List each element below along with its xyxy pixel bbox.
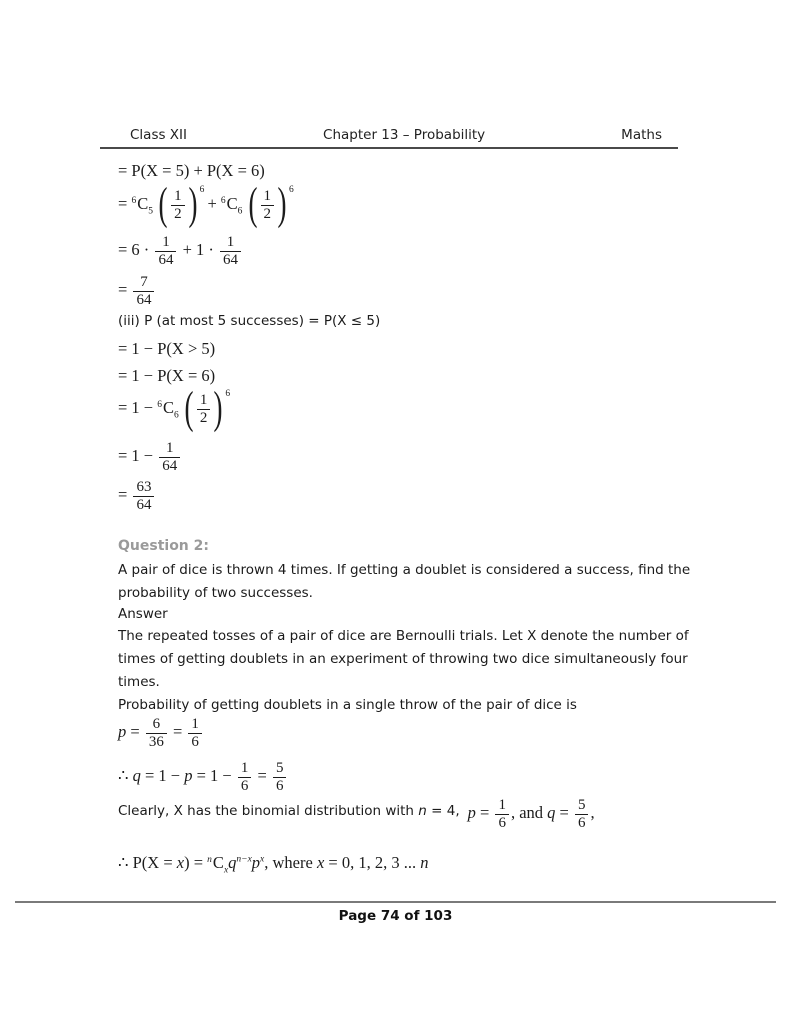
var-n: n — [418, 802, 427, 819]
plus-operator: + — [207, 194, 217, 214]
var-x: x — [316, 853, 325, 872]
fraction: $\frac{7}{64}$ — [133, 274, 154, 309]
paren-open: ( — [248, 179, 258, 230]
question2-text — [118, 559, 690, 605]
fraction: $\frac{1}{64}$ — [220, 234, 241, 269]
probability-line: Probability of getting doublets in a single throw of the pair of dice is — [118, 697, 577, 713]
equation-complement-gt5: = 1 − P(X > 5) — [118, 339, 216, 358]
paren-close: ) — [213, 383, 223, 434]
ncr-general: $^nC_x$ — [207, 853, 229, 876]
page-footer — [15, 901, 776, 924]
exponent: 6 — [225, 389, 231, 399]
fraction: $\frac{6}{36}$ — [146, 716, 167, 751]
equation-result-7-64: = $\frac{7}{64}$ — [118, 274, 156, 309]
equation-binomial-formula: ∴ $P(X = x) = ^nC_xq^{n-x}p^x$, where x = 0, 1, 2, 3 ... n — [118, 853, 429, 876]
fraction: $\frac{1}{64}$ — [159, 440, 180, 475]
clearly-text: Clearly, X has the binomial distribution with n = 4, — [118, 802, 460, 819]
var-p: p — [184, 766, 193, 786]
exponent: 6 — [289, 185, 294, 195]
equation-binomial-expansion: = $^6C_5$ ( $\frac{1}{2}$ ) 6 + $^6C_6$ ( $\frac{1}{2}$ ) 6 — [118, 179, 294, 230]
paren-open: ( — [158, 179, 168, 230]
fraction: $\frac{5}{6}$ — [273, 760, 287, 795]
page-number: Page 74 of 103 — [338, 908, 453, 924]
therefore-symbol: ∴ — [118, 853, 129, 872]
var-q: q — [132, 766, 141, 786]
fraction: $\frac{1}{2}$ — [197, 392, 211, 427]
ncr-term: $^6C_6$ — [220, 194, 243, 217]
fraction: $\frac{1}{2}$ — [261, 188, 275, 223]
trailing-comma: , — [590, 802, 595, 822]
therefore-symbol: ∴ — [118, 766, 129, 786]
equation-p-value: p = $\frac{6}{36}$ = $\frac{1}{6}$ — [118, 716, 204, 751]
var-q: q — [547, 803, 556, 823]
paren-close: ) — [188, 179, 198, 230]
equation-result-63-64: = $\frac{63}{64}$ — [118, 479, 156, 514]
header-class: Class XII — [130, 127, 188, 143]
page-header — [100, 127, 678, 149]
paren-open: ( — [184, 383, 194, 434]
fraction: $\frac{1}{2}$ — [171, 188, 185, 223]
equation-1-minus-1-64: = 1 − $\frac{1}{64}$ — [118, 440, 182, 475]
var-q: q — [228, 853, 237, 872]
var-p: p — [118, 722, 127, 742]
fraction: $\frac{1}{6}$ — [238, 760, 252, 795]
answer-line: The repeated tosses of a pair of dice are Bernoulli trials. Let X denote the number of — [118, 628, 689, 644]
clearly-math: p = $\frac{1}{6}$ , and q = $\frac{5}{6}$ — [468, 797, 591, 832]
equation-binomial-complement: = $1 - ^6C_6$ ( $\frac{1}{2}$ ) 6 — [118, 383, 231, 434]
answer-line: times. — [118, 674, 160, 690]
paren-fraction-power — [183, 383, 231, 434]
fraction: $\frac{63}{64}$ — [133, 479, 154, 514]
fraction: $\frac{1}{64}$ — [155, 234, 176, 269]
question2-line: probability of two successes. — [118, 585, 313, 601]
fraction: $\frac{5}{6}$ — [575, 797, 589, 832]
equation-sum-p5-p6: = P(X = 5) + P(X = 6) — [118, 161, 265, 180]
fraction: $\frac{1}{6}$ — [188, 716, 202, 751]
var-x: x — [176, 853, 185, 872]
exponent: 6 — [199, 185, 205, 195]
paren-fraction-power — [157, 179, 205, 230]
ncr-term: $^6C_6$ — [157, 398, 179, 421]
header-subject: Maths — [621, 127, 662, 143]
part-iii-statement: (iii) P (at most 5 successes) = P(X ≤ 5) — [118, 313, 381, 329]
fraction: $\frac{1}{6}$ — [495, 797, 509, 832]
paren-close: ) — [277, 179, 287, 230]
answer-label: Answer — [118, 606, 168, 622]
clearly-statement — [118, 797, 595, 832]
question2-heading: Question 2: — [118, 538, 209, 554]
exponent-n-minus-x: n−x — [236, 854, 252, 865]
var-p: p — [467, 803, 476, 823]
answer-text — [118, 625, 689, 717]
exponent-x: x — [260, 854, 265, 865]
equation-q-value: ∴ q = 1 − p = 1 − $\frac{1}{6}$ = $\frac{5}{6}$ — [118, 760, 288, 795]
var-p: p — [251, 853, 261, 872]
paren-fraction-power — [247, 179, 294, 230]
ncr-term: $^6C_5$ — [131, 194, 153, 217]
question2-line: A pair of dice is thrown 4 times. If getting a doublet is considered a success, find the — [118, 562, 691, 578]
equation-complement-eq6: = 1 − P(X = 6) — [118, 366, 216, 385]
equation-fraction-sum: = 6 · $\frac{1}{64}$ + 1 · $\frac{1}{64}$ — [118, 234, 243, 269]
var-n: n — [420, 853, 429, 872]
answer-line: times of getting doublets in an experiment of throwing two dice simultaneously four — [118, 651, 688, 667]
header-chapter: Chapter 13 – Probability — [323, 127, 486, 143]
